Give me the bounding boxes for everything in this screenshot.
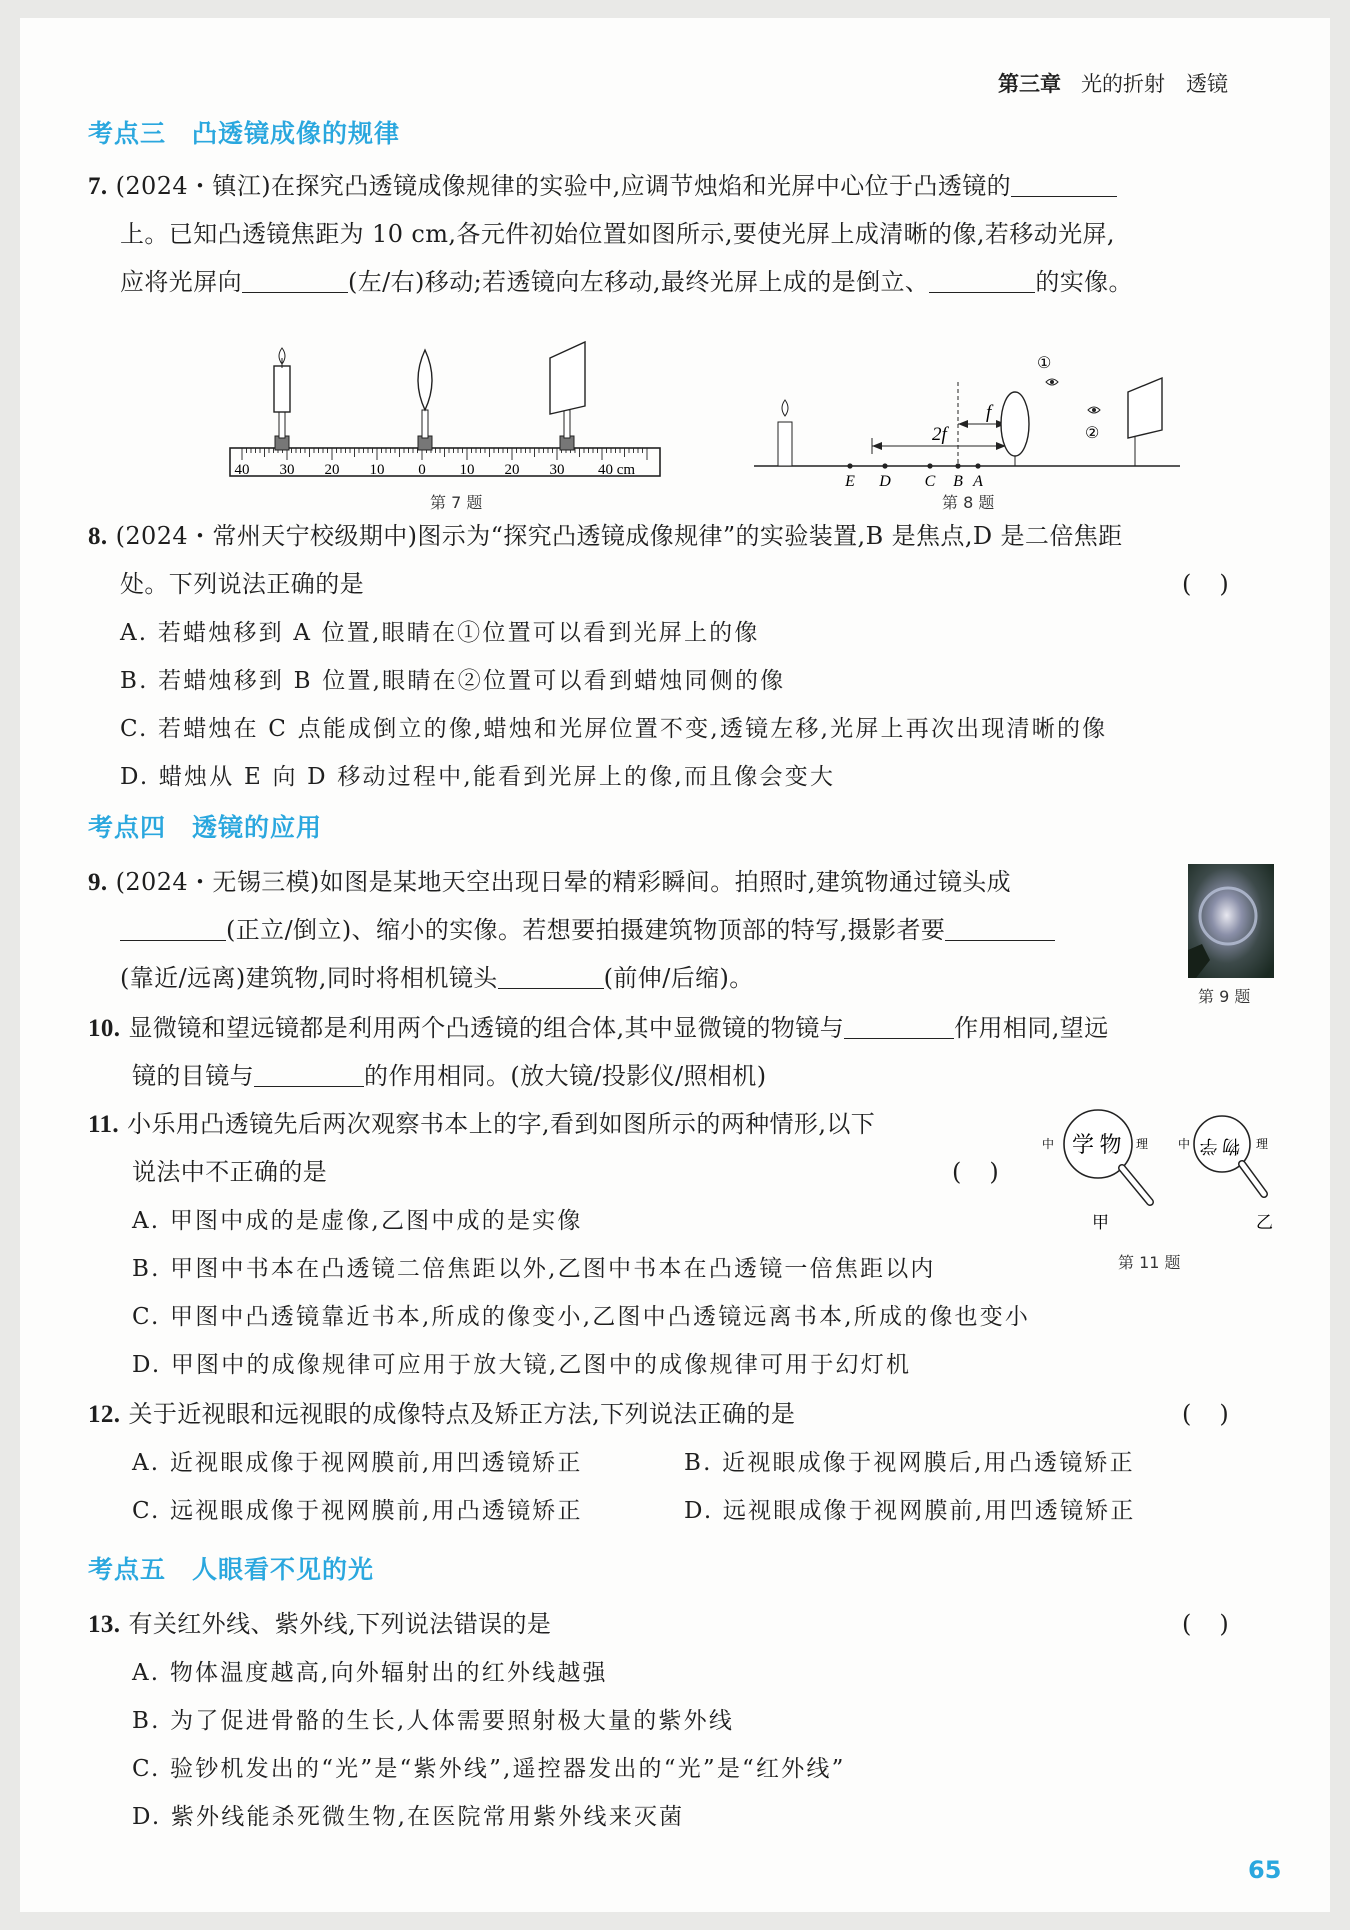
q9-text-1: (2024・无锡三模)如图是某地天空出现日晕的精彩瞬间。拍照时,建筑物通过镜头成	[115, 868, 1012, 896]
outer-char: 理	[1136, 1137, 1149, 1151]
page-number: 65	[1248, 1856, 1282, 1884]
question-number: 13.	[88, 1611, 121, 1638]
q12-line-1	[88, 1398, 795, 1431]
q9-line-3	[120, 962, 754, 994]
candle	[778, 400, 792, 466]
q8-option-c[interactable]: C. 若蜡烛在 C 点能成倒立的像,蜡烛和光屏位置不变,透镜左移,光屏上再次出现清晰的像	[120, 716, 1108, 742]
chapter-label: 第三章	[998, 72, 1061, 96]
q13-text-1: 有关红外线、紫外线,下列说法错误的是	[128, 1610, 552, 1638]
answer-blank[interactable]	[254, 1062, 364, 1087]
q10-text-1b: 作用相同,望远	[954, 1014, 1109, 1042]
answer-blank[interactable]	[945, 916, 1055, 941]
section-heading-4	[88, 808, 322, 844]
ruler	[230, 448, 660, 476]
q7-text-1: (2024・镇江)在探究凸透镜成像规律的实验中,应调节烛焰和光屏中心位于凸透镜的	[115, 172, 1012, 200]
two-f-label: 2f	[932, 424, 947, 445]
q9-line-1	[88, 866, 1011, 899]
q10-text-2b: 的作用相同。(放大镜/投影仪/照相机)	[364, 1062, 767, 1090]
ruler-tick-label: 20	[504, 462, 520, 478]
ruler-tick-label: 20	[324, 462, 340, 478]
question-number: 7.	[88, 173, 108, 200]
optical-bench-figure	[220, 328, 680, 488]
question-number: 8.	[88, 523, 108, 550]
ruler-tick-label: 0	[418, 462, 426, 478]
candle-holder	[274, 348, 290, 450]
section-label: 考点五	[88, 1555, 167, 1584]
question-number: 10.	[88, 1015, 121, 1042]
magnifier-jia	[1042, 1110, 1150, 1232]
q11-option-d[interactable]: D. 甲图中的成像规律可应用于放大镜,乙图中的成像规律可用于幻灯机	[132, 1352, 912, 1378]
q7-text-3b: (左/右)移动;若透镜向左移动,最终光屏上成的是倒立、	[348, 268, 930, 296]
q8-option-b[interactable]: B. 若蜡烛移到 B 位置,眼睛在②位置可以看到蜡烛同侧的像	[120, 668, 786, 694]
inverted-text: 物 学	[1199, 1136, 1240, 1156]
axis-point	[927, 463, 932, 468]
position-1-marker: ①	[1037, 355, 1052, 372]
q11-line-2: 说法中不正确的是	[132, 1158, 328, 1186]
q7-text-3a: 应将光屏向	[120, 268, 242, 296]
convex-lens-icon	[418, 350, 432, 410]
section-title: 凸透镜成像的规律	[192, 119, 401, 148]
answer-blank[interactable]	[844, 1014, 954, 1039]
q10-text-2a: 镜的目镜与	[132, 1062, 254, 1090]
sun-halo-photo	[1188, 864, 1274, 978]
section-heading-5	[88, 1550, 374, 1586]
q8-line-2: 处。下列说法正确的是	[120, 570, 364, 598]
q11-option-a[interactable]: A. 甲图中成的是虚像,乙图中成的是实像	[132, 1208, 583, 1234]
flame-icon	[782, 400, 788, 416]
q10-text-1a: 显微镜和望远镜都是利用两个凸透镜的组合体,其中显微镜的物镜与	[128, 1014, 845, 1042]
q11-text-1: 小乐用凸透镜先后两次观察书本上的字,看到如图所示的两种情形,以下	[127, 1110, 876, 1138]
answer-parentheses[interactable]: ()	[1182, 1400, 1257, 1428]
f-label: f	[986, 402, 992, 423]
q12-option-a[interactable]: A. 近视眼成像于视网膜前,用凹透镜矫正	[132, 1450, 583, 1476]
outer-char: 理	[1256, 1137, 1269, 1151]
q11-option-b[interactable]: B. 甲图中书本在凸透镜二倍焦距以外,乙图中书本在凸透镜一倍焦距以内	[132, 1256, 936, 1282]
ruler-tick-label: 40 cm	[598, 462, 636, 478]
ruler-tick-label: 30	[549, 462, 565, 478]
axis-point-label: C	[924, 473, 936, 488]
q12-option-c[interactable]: C. 远视眼成像于视网膜前,用凸透镜矫正	[132, 1498, 583, 1524]
q8-text-1: (2024・常州天宁校级期中)图示为“探究凸透镜成像规律”的实验装置,B 是焦点,D 是二倍焦距	[115, 522, 1123, 550]
figure-9-caption: 第 9 题	[1198, 987, 1251, 1006]
axis-point-label: B	[953, 473, 963, 488]
q10-line-1	[88, 1012, 1109, 1045]
axis-point	[882, 463, 887, 468]
q13-option-a[interactable]: A. 物体温度越高,向外辐射出的红外线越强	[132, 1660, 608, 1686]
convex-lens-icon	[1001, 392, 1029, 456]
figure-label-jia: 甲	[1092, 1213, 1109, 1232]
position-2-marker: ②	[1085, 425, 1100, 442]
screen	[1128, 378, 1162, 466]
ruler-tick-label: 10	[369, 462, 385, 478]
axis-points	[844, 463, 983, 488]
figure-7-caption: 第 7 题	[430, 493, 483, 512]
answer-blank[interactable]	[242, 268, 348, 293]
answer-blank[interactable]	[1011, 172, 1117, 197]
q10-line-2	[132, 1060, 767, 1092]
ruler-tick-label: 30	[279, 462, 295, 478]
answer-blank[interactable]	[929, 268, 1035, 293]
answer-parentheses[interactable]: ()	[952, 1158, 1027, 1186]
answer-blank[interactable]	[120, 916, 226, 941]
magnifier-figure	[1030, 1108, 1290, 1238]
q9-line-2	[120, 914, 1055, 946]
q8-line-1	[88, 520, 1123, 553]
q8-option-d[interactable]: D. 蜡烛从 E 向 D 移动过程中,能看到光屏上的像,而且像会变大	[120, 764, 836, 790]
magnified-text: 学 物	[1072, 1132, 1122, 1157]
question-number: 12.	[88, 1401, 121, 1428]
answer-parentheses[interactable]: ()	[1182, 570, 1257, 598]
figure-11-caption: 第 11 题	[1118, 1253, 1181, 1272]
section-heading-3	[88, 114, 400, 150]
q13-option-d[interactable]: D. 紫外线能杀死微生物,在医院常用紫外线来灭菌	[132, 1804, 685, 1830]
q9-text-3a: (靠近/远离)建筑物,同时将相机镜头	[120, 964, 498, 992]
lens-holder	[418, 350, 432, 450]
section-title: 透镜的应用	[192, 813, 323, 842]
chapter-title: 光的折射 透镜	[1081, 72, 1229, 96]
q13-option-c[interactable]: C. 验钞机发出的“光”是“紫外线”,遥控器发出的“光”是“红外线”	[132, 1756, 846, 1782]
section-label: 考点四	[88, 813, 167, 842]
textbook-page	[20, 18, 1330, 1912]
q7-line-1	[88, 170, 1117, 203]
outer-char: 中	[1042, 1137, 1055, 1151]
axis-point	[975, 463, 980, 468]
q11-option-c[interactable]: C. 甲图中凸透镜靠近书本,所成的像变小,乙图中凸透镜远离书本,所成的像也变小	[132, 1304, 1031, 1330]
outer-char: 中	[1178, 1137, 1191, 1151]
question-number: 9.	[88, 869, 108, 896]
ruler-tick-label: 40	[234, 462, 250, 478]
ruler-ticks	[242, 448, 647, 460]
answer-parentheses[interactable]: ()	[1182, 1610, 1257, 1638]
running-header	[998, 68, 1228, 98]
question-number: 11.	[88, 1111, 120, 1138]
q8-option-a[interactable]: A. 若蜡烛移到 A 位置,眼睛在①位置可以看到光屏上的像	[120, 620, 760, 646]
q13-option-b[interactable]: B. 为了促进骨骼的生长,人体需要照射极大量的紫外线	[132, 1708, 735, 1734]
figure-label-yi: 乙	[1256, 1213, 1273, 1232]
axis-point-label: E	[845, 473, 855, 488]
answer-blank[interactable]	[498, 964, 604, 989]
axis-point-label: D	[879, 473, 891, 488]
screen-icon	[550, 342, 585, 414]
section-label: 考点三	[88, 119, 167, 148]
ruler-tick-label: 10	[459, 462, 475, 478]
axis-point-label: A	[973, 473, 983, 488]
q13-line-1	[88, 1608, 551, 1641]
q9-text-3b: (前伸/后缩)。	[603, 964, 754, 992]
q9-text-2: (正立/倒立)、缩小的实像。若想要拍摄建筑物顶部的特写,摄影者要	[226, 916, 946, 944]
q7-line-2: 上。已知凸透镜焦距为 10 cm,各元件初始位置如图所示,要使光屏上成清晰的像,若移动光屏,	[120, 220, 1115, 248]
lens-experiment-figure	[750, 338, 1190, 488]
magnifier-yi	[1178, 1116, 1273, 1232]
figure-8-caption: 第 8 题	[942, 493, 995, 512]
q12-option-d[interactable]: D. 远视眼成像于视网膜前,用凹透镜矫正	[684, 1498, 1136, 1524]
screen-holder	[550, 342, 585, 450]
q11-line-1	[88, 1108, 875, 1141]
q7-text-3c: 的实像。	[1035, 268, 1133, 296]
section-title: 人眼看不见的光	[192, 1555, 375, 1584]
q12-text-1: 关于近视眼和远视眼的成像特点及矫正方法,下列说法正确的是	[128, 1400, 796, 1428]
q12-option-b[interactable]: B. 近视眼成像于视网膜后,用凸透镜矫正	[684, 1450, 1135, 1476]
axis-point	[847, 463, 852, 468]
q7-line-3	[120, 266, 1133, 298]
